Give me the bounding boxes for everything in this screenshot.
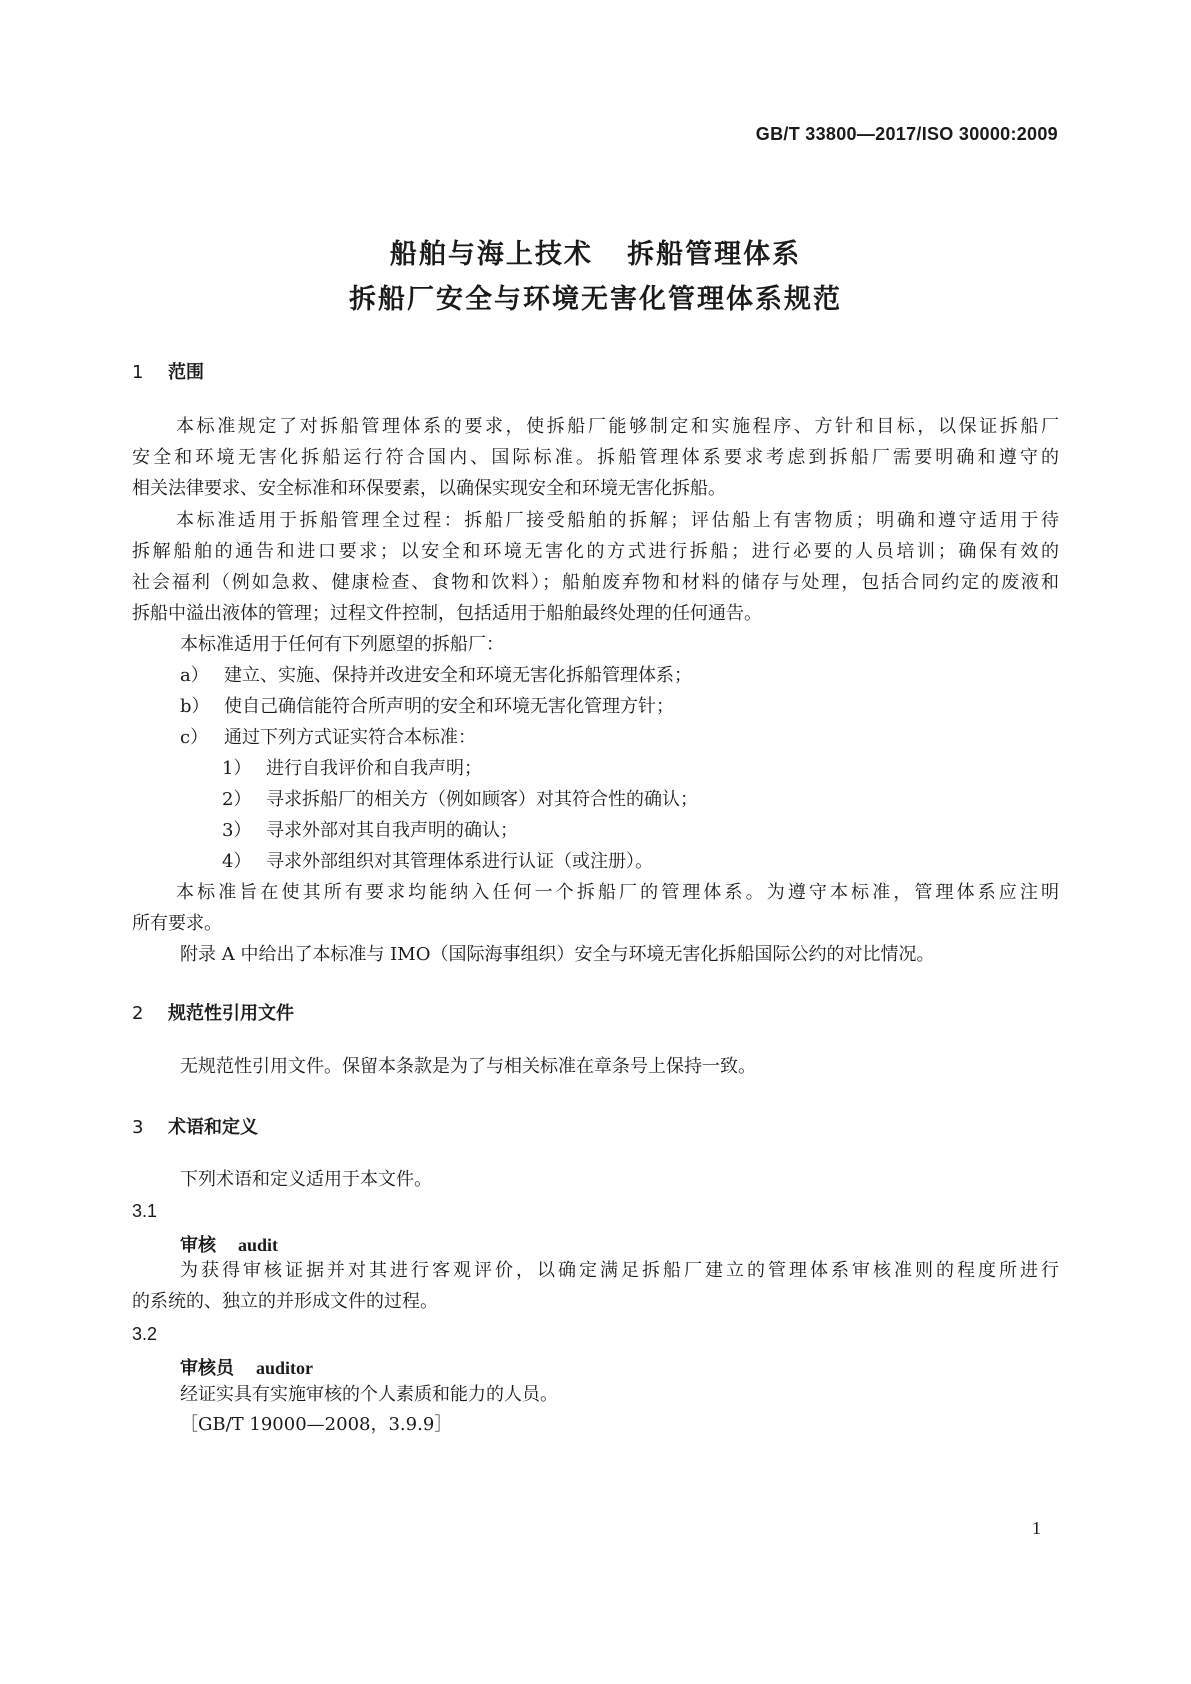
term-cn: 审核员 [180,1358,234,1379]
list-item [180,722,476,753]
list-text: 寻求外部组织对其管理体系进行认证（或注册）。 [266,851,653,872]
paragraph-line: 本标准规定了对拆船管理体系的要求，使拆船厂能够制定和实施程序、方针和目标，以保证拆船厂 [176,416,1059,437]
paragraph-line: 本标准适用于拆船管理全过程：拆船厂接受船舶的拆解；评估船上有害物质；明确和遵守适用于待 [176,510,1059,531]
paragraph-line: 本标准适用于任何有下列愿望的拆船厂： [180,634,504,655]
definition-line: 经证实具有实施审核的个人素质和能力的人员。 [180,1384,558,1405]
term-en: auditor [256,1358,314,1378]
definition-line: 的系统的、独立的并形成文件的过程。 [132,1291,438,1312]
list-text: 通过下列方式证实符合本标准： [224,727,476,748]
section-2-heading [132,999,294,1025]
paragraph-line: 安全和环境无害化拆船运行符合国内、国际标准。拆船管理体系要求考虑到拆船厂需要明确和遵守的 [132,447,1059,468]
definition-line: 为获得审核证据并对其进行客观评价，以确定满足拆船厂建立的管理体系审核准则的程度所进行 [180,1260,1059,1281]
term-cn: 审核 [180,1235,216,1256]
reference: ［GB/T 19000—2008，3.9.9］ [180,1414,453,1435]
paragraph-line: 本标准旨在使其所有要求均能纳入任何一个拆船厂的管理体系。为遵守本标准，管理体系应注明 [176,882,1059,903]
section-title: 规范性引用文件 [168,1003,294,1024]
list-text: 进行自我评价和自我声明； [266,758,482,779]
title-line-1: 船舶与海上技术 拆船管理体系 [389,239,802,270]
paragraph-line: 所有要求。 [132,913,222,934]
section-number: 3 [132,1117,144,1138]
section-title: 范围 [168,362,204,383]
list-label: c） [180,727,209,748]
section-1-heading [132,358,204,384]
term-heading [180,1231,278,1257]
title-line-2: 拆船厂安全与环境无害化管理体系规范 [349,284,842,315]
sub-list-item [222,815,518,846]
term-en: audit [238,1235,279,1255]
list-item [180,660,692,691]
list-item [180,691,674,722]
paragraph-line: 下列术语和定义适用于本文件。 [180,1169,432,1190]
term-number: 3.1 [132,1201,158,1221]
term-heading [180,1354,313,1380]
paragraph-line: 附录 A 中给出了本标准与 IMO（国际海事组织）安全与环境无害化拆船国际公约的对比情况。 [180,944,935,965]
list-text: 使自己确信能符合所声明的安全和环境无害化管理方针； [224,696,674,717]
list-text: 寻求外部对其自我声明的确认； [266,820,518,841]
list-label: 2） [222,789,252,810]
list-text: 建立、实施、保持并改进安全和环境无害化拆船管理体系； [224,665,692,686]
sub-list-item [222,753,482,784]
section-number: 2 [132,1003,144,1024]
paragraph-line: 无规范性引用文件。保留本条款是为了与相关标准在章条号上保持一致。 [180,1056,756,1077]
section-title: 术语和定义 [168,1117,258,1138]
list-label: 4） [222,851,252,872]
paragraph-line: 拆船中溢出液体的管理；过程文件控制，包括适用于船舶最终处理的任何通告。 [132,603,762,624]
section-3-heading [132,1113,258,1139]
list-label: 1） [222,758,252,779]
paragraph-line: 相关法律要求、安全标准和环保要素，以确保实现安全和环境无害化拆船。 [132,478,726,499]
paragraph-line: 拆解船舶的通告和进口要求；以安全和环境无害化的方式进行拆船；进行必要的人员培训；确保有效的 [132,541,1059,562]
list-label: 3） [222,820,252,841]
list-label: b） [180,696,210,717]
page-number: 1 [1032,1518,1041,1538]
paragraph-line: 社会福利（例如急救、健康检查、食物和饮料）；船舶废弃物和材料的储存与处理，包括合同约定的废液和 [132,572,1059,593]
section-number: 1 [132,362,144,383]
list-text: 寻求拆船厂的相关方（例如顾客）对其符合性的确认； [266,789,698,810]
list-label: a） [180,665,209,686]
document-code: GB/T 33800—2017/ISO 30000:2009 [755,124,1058,144]
sub-list-item [222,846,653,877]
sub-list-item [222,784,698,815]
term-number: 3.2 [132,1324,158,1344]
